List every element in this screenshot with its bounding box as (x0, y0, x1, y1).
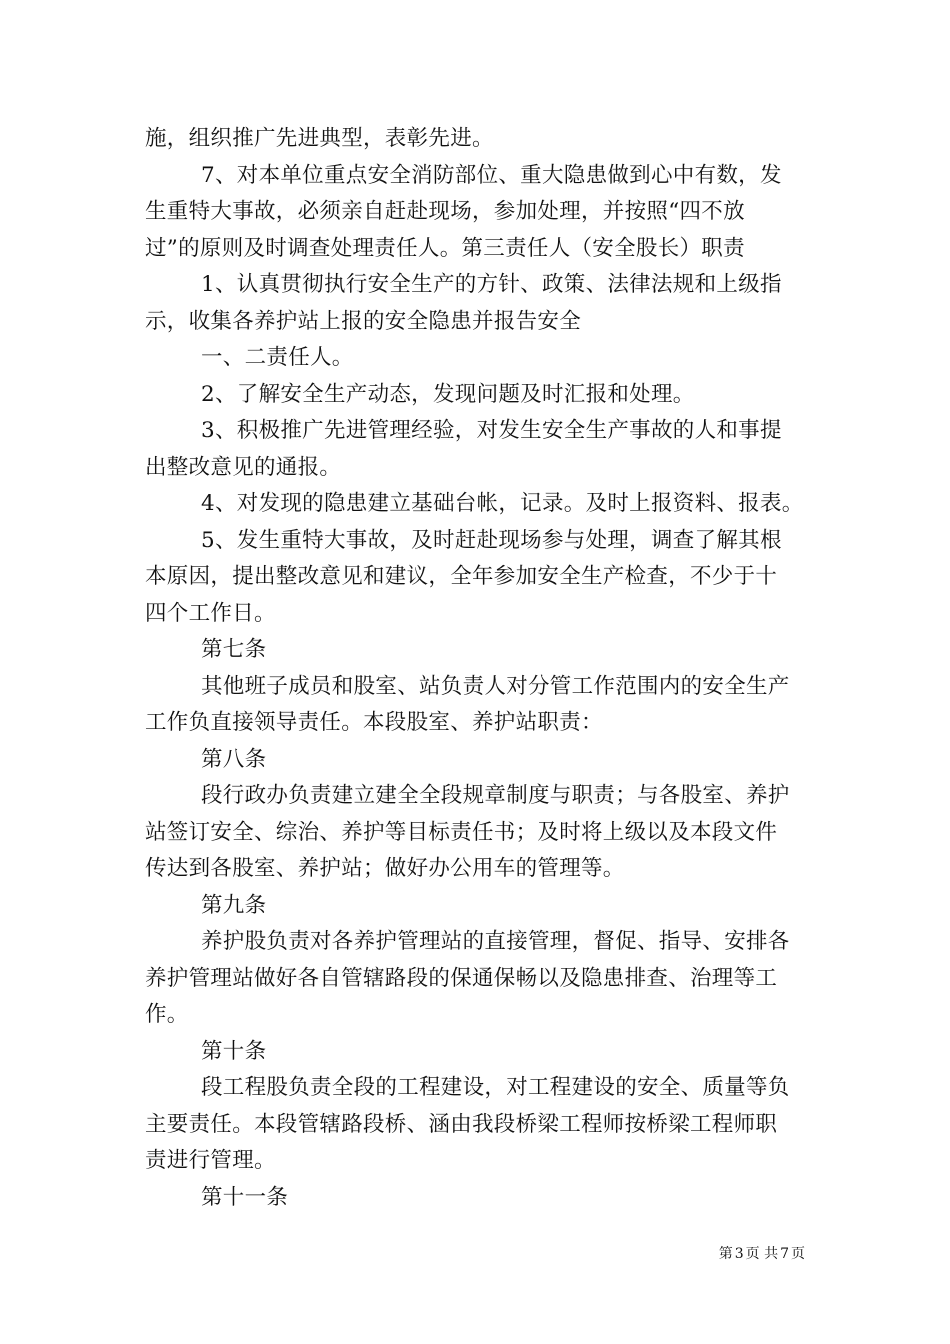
text-line: 责进行管理。 (145, 1148, 276, 1173)
text-line: 7、对本单位重点安全消防部位、重大隐患做到心中有数，发 (201, 162, 782, 188)
text-line: 1、认真贯彻执行安全生产的方针、政策、法律法规和上级指 (201, 272, 782, 297)
current-page-number: 3 (734, 1246, 744, 1262)
text-line: 第九条 (201, 892, 267, 918)
text-line: 段工程股负责全段的工程建设，对工程建设的安全、质量等负 (201, 1075, 790, 1100)
text-line: 出整改意见的通报。 (145, 454, 342, 480)
text-line: 生重特大事故，必须亲自赶赴现场，参加处理，并按照“四不放 (145, 199, 745, 224)
total-page-number: 7 (780, 1246, 789, 1262)
text-line: 过”的原则及时调查处理责任人。第三责任人（安全股长）职责 (145, 235, 745, 261)
text-line: 示，收集各养护站上报的安全隐患并报告安全 (145, 308, 582, 334)
text-line: 工作负直接领导责任。本段股室、养护站职责： (145, 710, 603, 735)
text-line: 作。 (145, 1002, 189, 1027)
footer-middle: 页 共 (745, 1246, 779, 1262)
text-line: 一、二责任人。 (201, 345, 354, 370)
text-line: 第八条 (201, 746, 267, 772)
document-body (145, 121, 810, 1216)
text-line: 段行政办负责建立建全全段规章制度与职责；与各股室、养护 (201, 783, 790, 808)
footer-suffix: 页 (791, 1246, 805, 1262)
text-line: 第十条 (201, 1038, 267, 1064)
text-line: 本原因，提出整改意见和建议，全年参加安全生产检查，不少于十 (145, 564, 778, 589)
text-line: 第十一条 (201, 1184, 289, 1210)
text-line: 养护股负责对各养护管理站的直接管理，督促、指导、安排各 (201, 929, 790, 954)
text-line: 4、对发现的隐患建立基础台帐，记录。及时上报资料、报表。 (201, 491, 804, 516)
text-line: 其他班子成员和股室、站负责人对分管工作范围内的安全生产 (201, 673, 790, 699)
text-line: 2、了解安全生产动态，发现问题及时汇报和处理。 (201, 381, 695, 407)
text-line: 3、积极推广先进管理经验，对发生安全生产事故的人和事提 (201, 418, 782, 443)
page-footer (719, 1245, 805, 1263)
text-line: 传达到各股室、养护站；做好办公用车的管理等。 (145, 856, 625, 881)
text-line: 施，组织推广先进典型，表彰先进。 (145, 126, 494, 151)
text-line: 主要责任。本段管辖路段桥、涵由我段桥梁工程师按桥梁工程师职 (145, 1111, 778, 1137)
footer-prefix: 第 (718, 1246, 733, 1262)
text-line: 养护管理站做好各自管辖路段的保通保畅以及隐患排查、治理等工 (145, 965, 778, 991)
text-line: 站签订安全、综治、养护等目标责任书；及时将上级以及本段文件 (145, 819, 778, 845)
text-line: 四个工作日。 (145, 600, 276, 626)
text-line: 5、发生重特大事故，及时赶赴现场参与处理，调查了解其根 (201, 527, 782, 553)
text-line: 第七条 (201, 637, 267, 662)
